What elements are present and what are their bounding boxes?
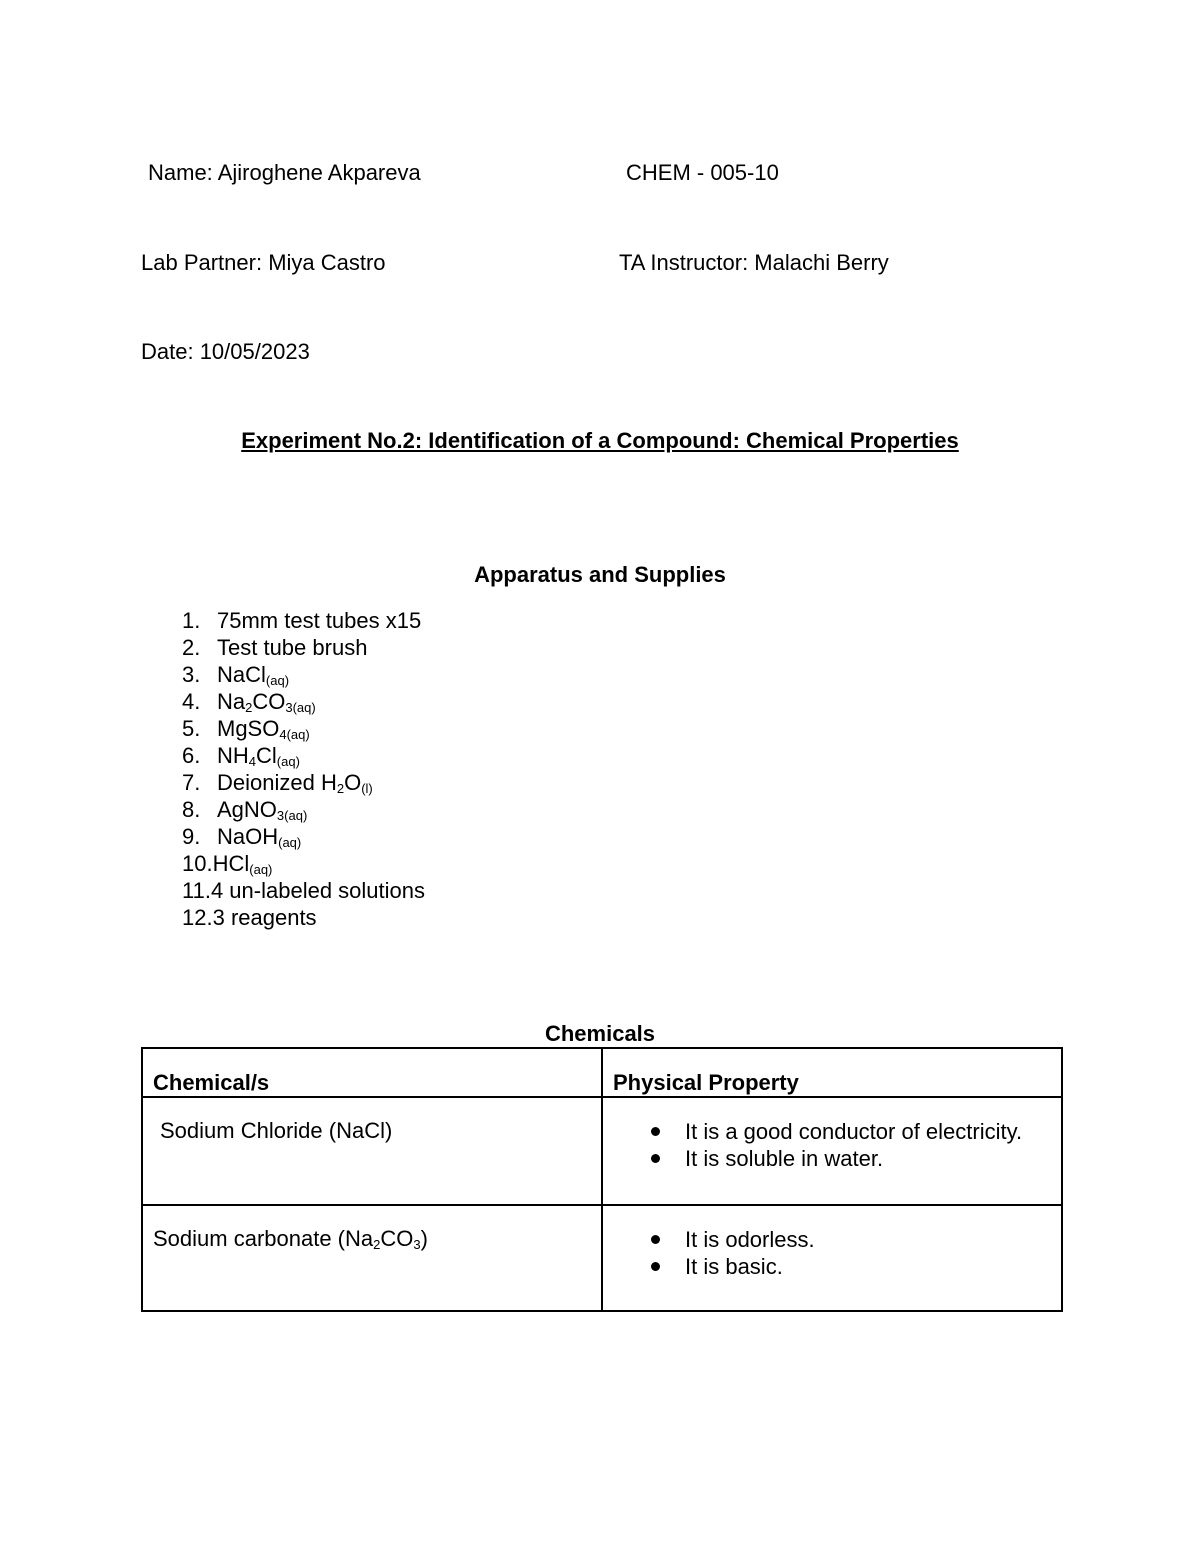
list-item: 9. NaOH$_{(aq)}$	[182, 824, 302, 850]
table-cell	[142, 1205, 602, 1311]
table-header-row	[142, 1048, 1062, 1097]
course-code: CHEM - 005-10	[626, 160, 779, 185]
list-item: 3. NaCl$_{(aq)}$	[182, 662, 290, 688]
ta-instructor: TA Instructor: Malachi Berry	[619, 250, 889, 275]
property-item: It is soluble in water.	[685, 1145, 1061, 1172]
table-cell	[142, 1097, 602, 1205]
lab-partner: Lab Partner: Miya Castro	[141, 250, 386, 275]
table-cell	[602, 1205, 1062, 1311]
table-row	[142, 1097, 1062, 1205]
table-cell	[602, 1097, 1062, 1205]
chemical-name: Sodium Chloride (NaCl)	[160, 1118, 393, 1143]
list-item: 6. $NH_4Cl_{(aq)}$	[182, 743, 300, 769]
apparatus-heading: Apparatus and Supplies	[474, 562, 726, 587]
list-item: 8. AgNO$_{3(aq)}$	[182, 797, 308, 823]
chemicals-table	[141, 1047, 1063, 1312]
list-item: 4. $Na_2CO_{3(aq)}$	[182, 689, 316, 715]
apparatus-list	[182, 609, 425, 933]
list-item: 11.4 un-labeled solutions	[182, 878, 425, 903]
experiment-title: Experiment No.2: Identification of a Compound: Chemical Properties	[241, 428, 959, 453]
column-header-physical-property: Physical Property	[602, 1048, 1062, 1097]
list-item: 5. MgSO$_{4(aq)}$	[182, 716, 310, 742]
list-item: 10.HCl$_{(aq)}$	[182, 851, 273, 877]
chemical-name: Sodium carbonate $(Na_2CO_3)$	[153, 1226, 428, 1252]
property-list	[603, 1098, 1061, 1172]
property-item: It is basic.	[685, 1253, 1061, 1280]
list-item: 7. Deionized $H_2O_{(l)}$	[182, 770, 373, 796]
column-header-chemical: Chemical/s	[142, 1048, 602, 1097]
list-item: 1. 75mm test tubes x15	[182, 608, 422, 633]
date: Date: 10/05/2023	[141, 339, 310, 364]
property-item: It is a good conductor of electricity.	[685, 1118, 1061, 1145]
property-list	[603, 1206, 1061, 1280]
chemicals-heading: Chemicals	[544, 1021, 656, 1046]
table-row	[142, 1205, 1062, 1311]
property-item: It is odorless.	[685, 1226, 1061, 1253]
list-item: 2. Test tube brush	[182, 635, 368, 660]
list-item: 12.3 reagents	[182, 905, 317, 930]
student-name: Name: Ajiroghene Akpareva	[148, 160, 421, 185]
